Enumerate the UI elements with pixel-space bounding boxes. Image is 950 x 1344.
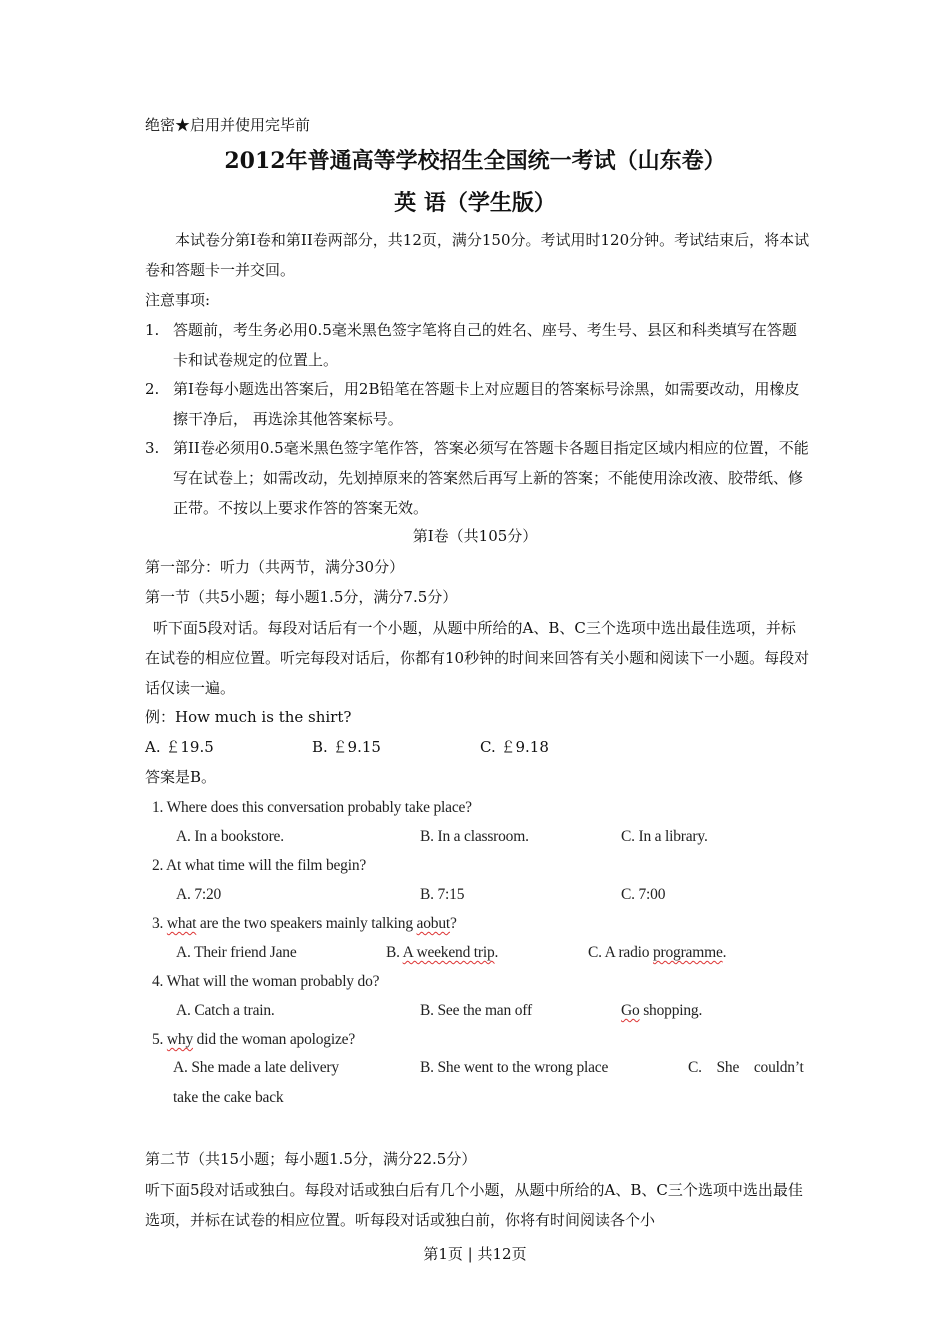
question-4-option-c xyxy=(621,1001,702,1021)
option-word: A weekend trip xyxy=(402,944,495,961)
question-4: 4. What will the woman probably do? xyxy=(152,973,380,990)
question-2: 2. At what time will the film begin? xyxy=(152,857,367,874)
question-3-word: aobut xyxy=(416,915,450,932)
question-1-option-c: C. In a library. xyxy=(621,828,708,845)
question-2-option-b: B. 7:15 xyxy=(420,886,465,903)
option-end: . xyxy=(494,944,499,961)
question-2-option-a: A. 7:20 xyxy=(176,886,222,903)
question-3-end: ? xyxy=(449,915,457,932)
note-text: 第II卷必须用0.5毫米黑色签字笔作答，答案必须写在答题卡各题目指定区域内相应的位置，不能写在试卷上；如需改动，先划掉原来的答案然后再写上新的答案；不能使用涂改液、胶带纸、修正带。不按以上要求作答的答案无效。 xyxy=(173,439,809,517)
question-5-end: did the woman apologize? xyxy=(193,1031,356,1048)
question-1-option-b: B. In a classroom. xyxy=(420,828,529,845)
exam-subtitle: 英 语（学生版） xyxy=(394,190,556,216)
question-3-number: 3. xyxy=(152,915,167,932)
note-item xyxy=(145,315,810,375)
question-3-word: what xyxy=(166,915,197,932)
question-5-number: 5. xyxy=(152,1031,167,1048)
section2-heading: 第二节（共15小题；每小题1.5分，满分22.5分） xyxy=(145,1150,477,1168)
question-5-option-a: A. She made a late delivery xyxy=(173,1059,339,1076)
question-5-option-c: C. She couldn’t xyxy=(688,1059,804,1076)
section1-instructions: 听下面5段对话。每段对话后有一个小题，从题中所给的A、B、C三个选项中选出最佳选项，并标在试卷的相应位置。听完每段对话后，你都有10秒钟的时间来回答有关小题和阅读下一小题。每段对话仅读一遍。 xyxy=(145,619,810,697)
example-option-c: C. ￡9.18 xyxy=(480,738,549,756)
question-1-option-a: A. In a bookstore. xyxy=(176,828,284,845)
option-end: . xyxy=(722,944,727,961)
question-3-option-b xyxy=(386,943,498,963)
option-word: programme xyxy=(652,944,723,961)
section2-instructions: 听下面5段对话或独白。每段对话或独白后有几个小题，从题中所给的A、B、C三个选项中选出最佳选项，并标在试卷的相应位置。听每段对话或独白前，你将有时间阅读各个小 xyxy=(145,1181,803,1229)
question-5-option-c-continued: take the cake back xyxy=(173,1089,284,1106)
option-prefix: C. A radio xyxy=(588,944,653,961)
question-4-option-b: B. See the man off xyxy=(420,1002,532,1019)
example-question: 例：How much is the shirt? xyxy=(145,708,352,726)
note-number: 1. xyxy=(145,321,160,339)
option-word: Go xyxy=(621,1002,640,1019)
secret-label: 绝密★启用并使用完毕前 xyxy=(145,116,311,134)
example-option-a: A. ￡19.5 xyxy=(145,738,214,756)
page-number: 第1页 | 共12页 xyxy=(423,1245,527,1263)
note-number: 3. xyxy=(145,439,160,457)
question-3-option-c xyxy=(588,943,726,963)
volume-heading: 第I卷（共105分） xyxy=(412,527,538,545)
note-item xyxy=(145,374,810,434)
exam-title: 2012年普通高等学校招生全国统一考试（山东卷） xyxy=(224,148,726,174)
part1-heading: 第一部分：听力（共两节，满分30分） xyxy=(145,558,405,576)
intro-paragraph: 本试卷分第I卷和第II卷两部分，共12页，满分150分。考试用时120分钟。考试结束后，将本试卷和答题卡一并交回。 xyxy=(145,231,810,279)
section1-heading: 第一节（共5小题；每小题1.5分，满分7.5分） xyxy=(145,588,458,606)
question-2-option-c: C. 7:00 xyxy=(621,886,666,903)
question-3-text: are the two speakers mainly talking xyxy=(196,915,417,932)
note-number: 2. xyxy=(145,380,160,398)
note-text: 第I卷每小题选出答案后，用2B铅笔在答题卡上对应题目的答案标号涂黑，如需要改动，用橡皮擦干净后， 再选涂其他答案标号。 xyxy=(173,380,800,428)
example-answer: 答案是B。 xyxy=(145,768,217,786)
question-3-option-a: A. Their friend Jane xyxy=(176,944,297,961)
option-prefix: B. xyxy=(386,944,403,961)
question-5 xyxy=(152,1030,355,1050)
question-3 xyxy=(152,914,457,934)
note-text: 答题前，考生务必用0.5毫米黑色签字笔将自己的姓名、座号、考生号、县区和科类填写在答题卡和试卷规定的位置上。 xyxy=(173,321,797,369)
question-1: 1. Where does this conversation probably take place? xyxy=(152,799,472,816)
question-5-word: why xyxy=(166,1031,193,1048)
note-item xyxy=(145,433,810,523)
notes-heading: 注意事项: xyxy=(145,291,211,309)
example-option-b: B. ￡9.15 xyxy=(312,738,381,756)
question-4-option-a: A. Catch a train. xyxy=(176,1002,275,1019)
option-end: shopping. xyxy=(639,1002,703,1019)
question-5-option-b: B. She went to the wrong place xyxy=(420,1059,609,1076)
